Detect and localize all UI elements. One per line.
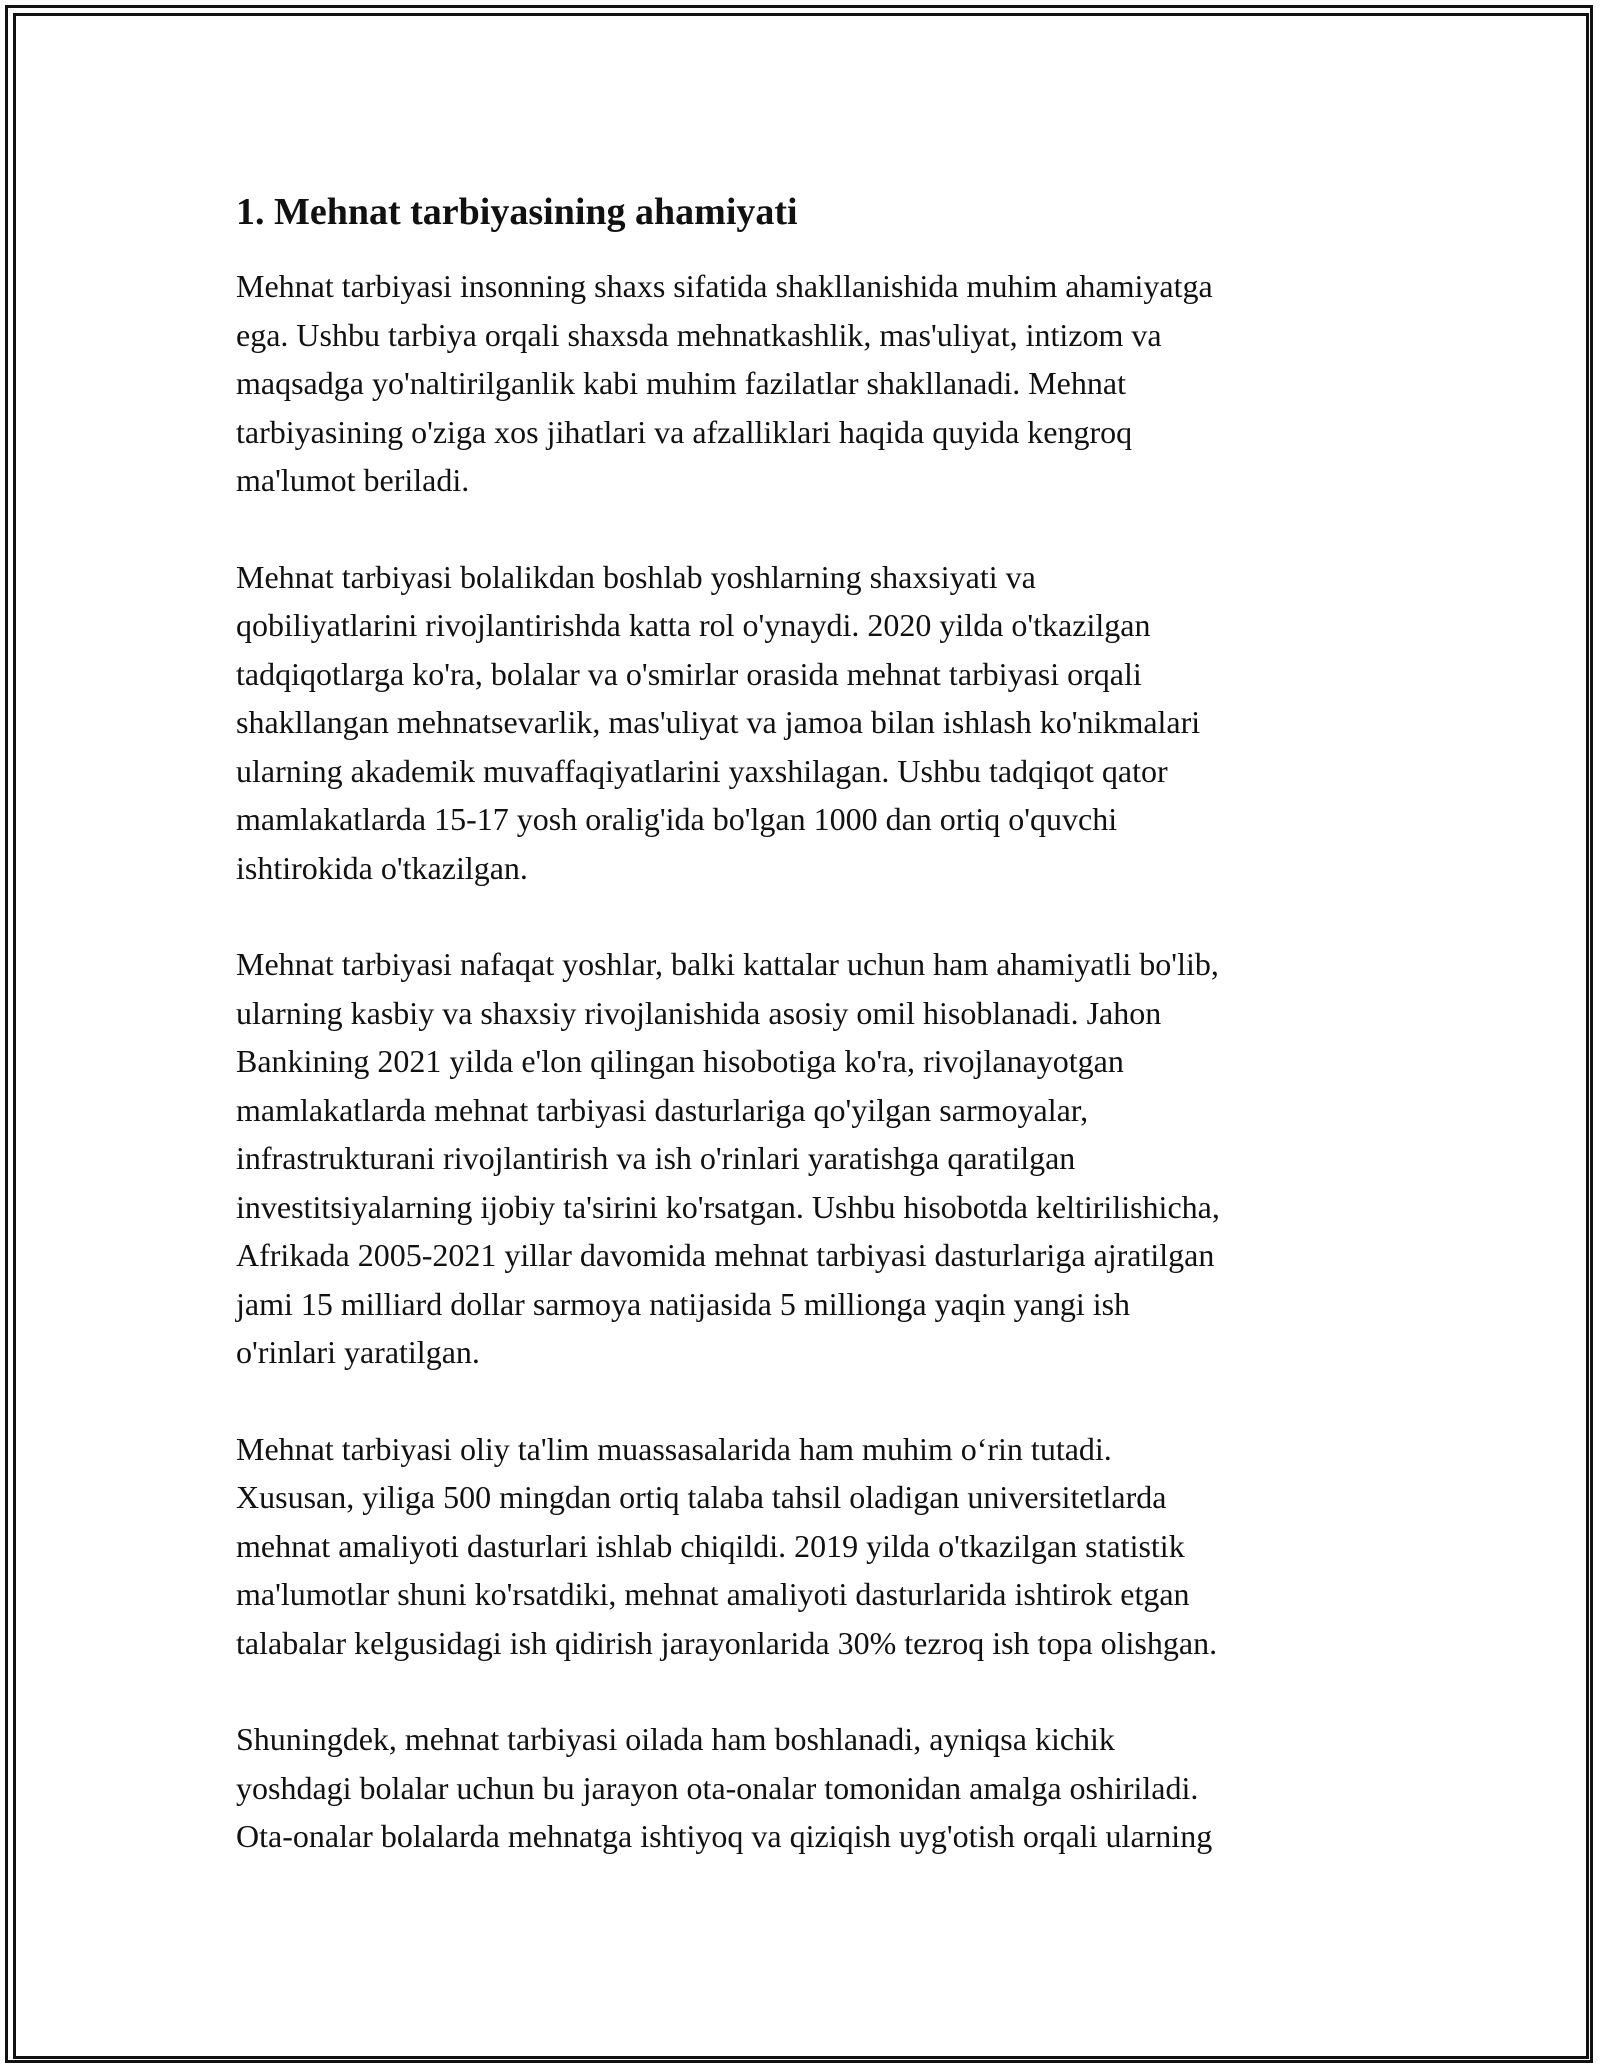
- paragraph-3: [236, 940, 1376, 1377]
- paragraph-line: mamlakatlarda 15-17 yosh oralig'ida bo'lgan 1000 dan ortiq o'quvchi: [236, 801, 1118, 837]
- paragraph-line: o'rinlari yaratilgan.: [236, 1334, 480, 1370]
- paragraph-line: talabalar kelgusidagi ish qidirish jarayonlarida 30% tezroq ish topa olishgan.: [236, 1624, 1218, 1661]
- paragraph-line: Xususan, yiliga 500 mingdan ortiq talaba tahsil oladigan universitetlarda: [236, 1479, 1167, 1515]
- paragraph-line: ma'lumot beriladi.: [236, 462, 470, 498]
- paragraph-2: [236, 553, 1376, 893]
- paragraph-line: Mehnat tarbiyasi nafaqat yoshlar, balki kattalar uchun ham ahamiyatli bo'lib,: [236, 946, 1219, 982]
- paragraph-line: Shuningdek, mehnat tarbiyasi oilada ham boshlanadi, ayniqsa kichik: [236, 1721, 1115, 1757]
- paragraph-line: ularning kasbiy va shaxsiy rivojlanishida asosiy omil hisoblanadi. Jahon: [236, 994, 1162, 1031]
- paragraph-line: Bankining 2021 yilda e'lon qilingan hisobotiga ko'ra, rivojlanayotgan: [236, 1043, 1124, 1079]
- paragraph-line: Mehnat tarbiyasi oliy ta'lim muassasalarida ham muhim o‘rin tutadi.: [236, 1430, 1112, 1467]
- paragraph-line: ularning akademik muvaffaqiyatlarini yaxshilagan. Ushbu tadqiqot qator: [236, 752, 1168, 789]
- paragraph-line: yoshdagi bolalar uchun bu jarayon ota-onalar tomonidan amalga oshiriladi.: [236, 1769, 1199, 1806]
- paragraph-line: mamlakatlarda mehnat tarbiyasi dasturlariga qo'yilgan sarmoyalar,: [236, 1091, 1089, 1128]
- paragraph-line: ega. Ushbu tarbiya orqali shaxsda mehnatkashlik, mas'uliyat, intizom va: [236, 316, 1162, 353]
- paragraph-line: Mehnat tarbiyasi insonning shaxs sifatida shakllanishida muhim ahamiyatga: [236, 268, 1213, 304]
- paragraph-line: tadqiqotlarga ko'ra, bolalar va o'smirlar orasida mehnat tarbiyasi orqali: [236, 655, 1142, 692]
- paragraph-line: investitsiyalarning ijobiy ta'sirini ko'rsatgan. Ushbu hisobotda keltirilishicha,: [236, 1188, 1220, 1225]
- paragraph-1: [236, 262, 1376, 505]
- paragraph-line: qobiliyatlarini rivojlantirishda katta rol o'ynaydi. 2020 yilda o'tkazilgan: [236, 607, 1151, 643]
- paragraph-line: ma'lumotlar shuni ko'rsatdiki, mehnat amaliyoti dasturlarida ishtirok etgan: [236, 1576, 1190, 1612]
- paragraph-line: ishtirokida o'tkazilgan.: [236, 849, 528, 886]
- paragraph-line: Afrikada 2005-2021 yillar davomida mehnat tarbiyasi dasturlariga ajratilgan: [236, 1237, 1215, 1273]
- section-heading: 1. Mehnat tarbiyasining ahamiyati: [236, 191, 798, 233]
- paragraph-5: [236, 1715, 1376, 1861]
- paragraph-line: Ota-onalar bolalarda mehnatga ishtiyoq va qiziqish uyg'otish orqali ularning: [236, 1818, 1213, 1854]
- paragraph-line: tarbiyasining o'ziga xos jihatlari va afzalliklari haqida quyida kengroq: [236, 413, 1133, 450]
- paragraph-line: shakllangan mehnatsevarlik, mas'uliyat va jamoa bilan ishlash ko'nikmalari: [236, 704, 1201, 740]
- paragraph-line: mehnat amaliyoti dasturlari ishlab chiqildi. 2019 yilda o'tkazilgan statistik: [236, 1527, 1185, 1564]
- paragraph-line: infrastrukturani rivojlantirish va ish o'rinlari yaratishga qaratilgan: [236, 1140, 1076, 1176]
- paragraph-4: [236, 1425, 1376, 1668]
- paragraph-line: jami 15 milliard dollar sarmoya natijasida 5 millionga yaqin yangi ish: [236, 1285, 1131, 1322]
- paragraph-line: maqsadga yo'naltirilganlik kabi muhim fazilatlar shakllanadi. Mehnat: [236, 365, 1126, 401]
- paragraph-line: Mehnat tarbiyasi bolalikdan boshlab yoshlarning shaxsiyati va: [236, 558, 1036, 595]
- document-body: [236, 186, 1376, 1909]
